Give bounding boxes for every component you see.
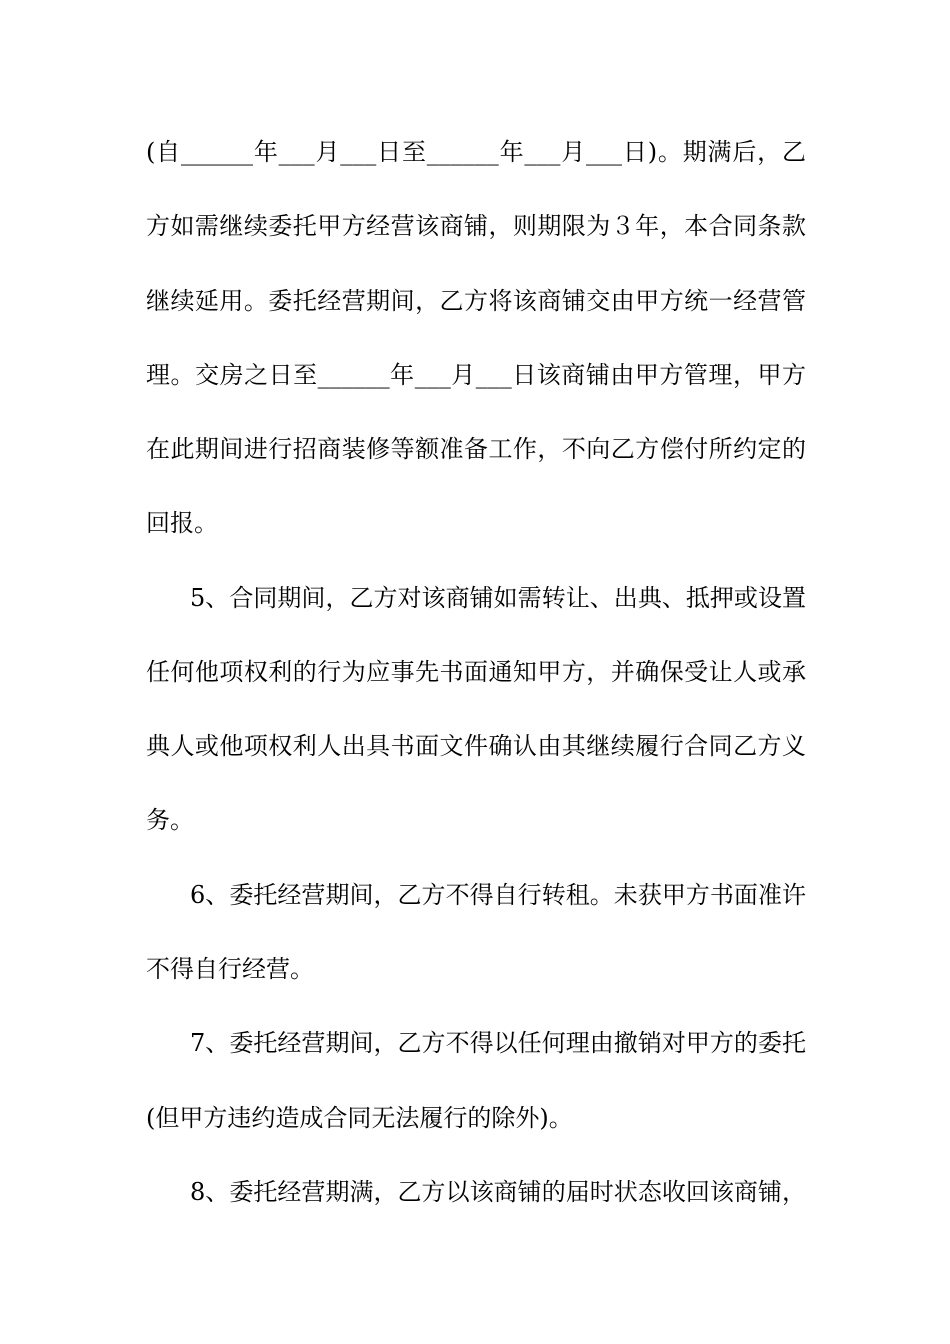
text-line: 不得自行经营。 <box>146 955 314 983</box>
text-line: 任何他项权利的行为应事先书面通知甲方，并确保受让人或承 <box>146 658 806 686</box>
paragraph-first-line: 8、委托经营期满，乙方以该商铺的届时状态收回该商铺， <box>190 1178 806 1206</box>
text-line: 理。交房之日至______年___月___日该商铺由甲方管理，甲方 <box>146 361 806 389</box>
text-line: (自______年___月___日至______年___月___日)。期满后，乙 <box>146 138 806 166</box>
paragraph-first-line: 5、合同期间，乙方对该商铺如需转让、出典、抵押或设置 <box>190 584 806 612</box>
text-line: 在此期间进行招商装修等额准备工作，不向乙方偿付所约定的 <box>146 435 806 463</box>
text-line: 务。 <box>146 806 194 834</box>
paragraph-first-line: 6、委托经营期间，乙方不得自行转租。未获甲方书面准许 <box>190 881 806 909</box>
text-line: 典人或他项权利人出具书面文件确认由其继续履行合同乙方义 <box>146 732 806 760</box>
text-line: 方如需继续委托甲方经营该商铺，则期限为３年，本合同条款 <box>146 212 806 240</box>
text-line: 回报。 <box>146 509 218 537</box>
paragraph-first-line: 7、委托经营期间，乙方不得以任何理由撤销对甲方的委托 <box>190 1029 806 1057</box>
text-line: 继续延用。委托经营期间，乙方将该商铺交由甲方统一经营管 <box>146 287 806 315</box>
text-line: (但甲方违约造成合同无法履行的除外)。 <box>146 1104 573 1132</box>
